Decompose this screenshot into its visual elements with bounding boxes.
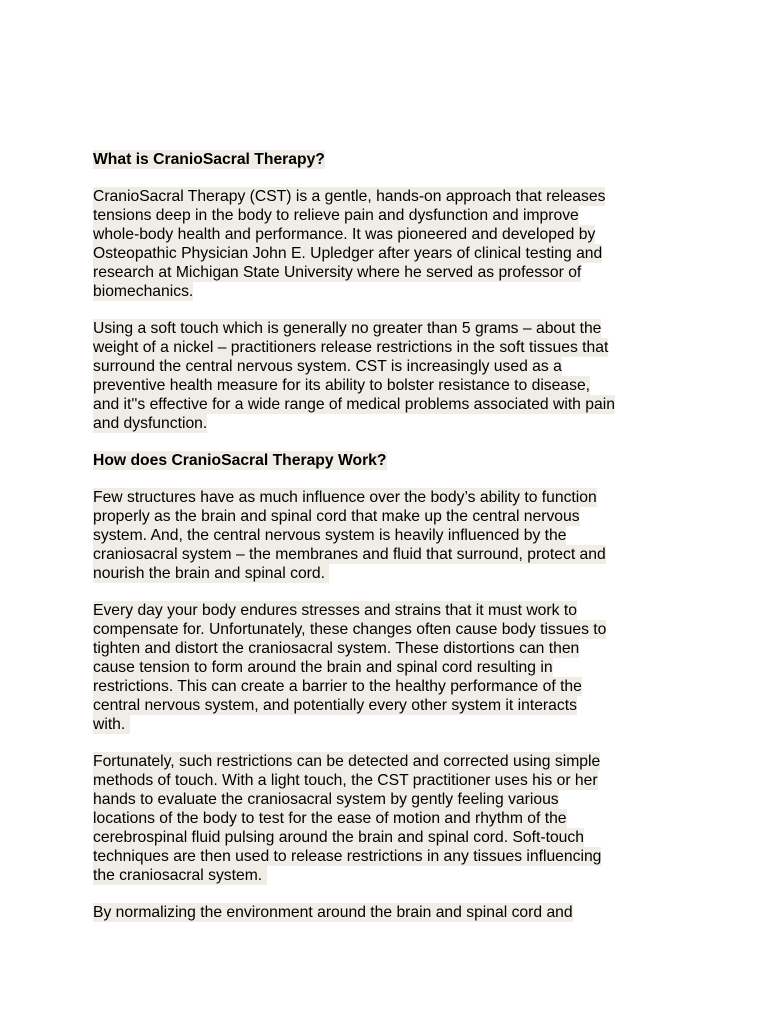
heading-what-is-cst: What is CranioSacral Therapy? <box>93 151 325 168</box>
paragraph-line: Fortunately, such restrictions can be detected and corrected using simple <box>93 753 601 770</box>
heading-how-cst-works: How does CranioSacral Therapy Work? <box>93 452 387 469</box>
paragraph-line: properly as the brain and spinal cord that make up the central nervous <box>93 508 580 525</box>
paragraph-line: tighten and distort the craniosacral system. These distortions can then <box>93 640 580 657</box>
paragraph-intro <box>93 187 693 301</box>
paragraph-line: tensions deep in the body to relieve pain and dysfunction and improve <box>93 207 579 224</box>
paragraph-line: with. <box>93 716 130 733</box>
paragraph-normalizing <box>93 903 693 922</box>
paragraph-line: cause tension to form around the brain and spinal cord resulting in <box>93 659 553 676</box>
paragraph-line: Few structures have as much influence over the body’s ability to function <box>93 489 597 506</box>
paragraph-line: nourish the brain and spinal cord. <box>93 565 330 582</box>
paragraph-line: central nervous system, and potentially every other system it interacts <box>93 697 577 714</box>
paragraph-gap <box>93 885 693 903</box>
paragraph-stresses <box>93 601 693 734</box>
paragraph-line: craniosacral system – the membranes and fluid that surround, protect and <box>93 546 606 563</box>
paragraph-gap <box>93 169 693 187</box>
paragraph-structures <box>93 488 693 583</box>
paragraph-gap <box>93 433 693 451</box>
paragraph-line: locations of the body to test for the ease of motion and rhythm of the <box>93 810 567 827</box>
paragraph-gap <box>93 583 693 601</box>
paragraph-line: cerebrospinal fluid pulsing around the brain and spinal cord. Soft-touch <box>93 829 584 846</box>
paragraph-line: hands to evaluate the craniosacral system by gently feeling various <box>93 791 559 808</box>
paragraph-soft-touch <box>93 319 693 433</box>
paragraph-line: techniques are then used to release restrictions in any tissues influencing <box>93 848 602 865</box>
paragraph-line: whole-body health and performance. It was pioneered and developed by <box>93 226 596 243</box>
paragraph-line: Osteopathic Physician John E. Upledger after years of clinical testing and <box>93 245 603 262</box>
paragraph-line: system. And, the central nervous system is heavily influenced by the <box>93 527 567 544</box>
paragraph-line: compensate for. Unfortunately, these changes often cause body tissues to <box>93 621 607 638</box>
paragraph-gap <box>93 301 693 319</box>
paragraph-line: research at Michigan State University where he served as professor of <box>93 264 582 281</box>
paragraph-line: CranioSacral Therapy (CST) is a gentle, hands-on approach that releases <box>93 188 606 205</box>
paragraph-restrictions <box>93 752 693 885</box>
paragraph-line: surround the central nervous system. CST is increasingly used as a <box>93 358 562 375</box>
paragraph-line: By normalizing the environment around the brain and spinal cord and <box>93 904 573 921</box>
paragraph-line: and it''s effective for a wide range of medical problems associated with pain <box>93 396 615 413</box>
paragraph-line: restrictions. This can create a barrier to the healthy performance of the <box>93 678 582 695</box>
document-page <box>93 150 693 922</box>
paragraph-line: the craniosacral system. <box>93 867 267 884</box>
paragraph-line: Using a soft touch which is generally no greater than 5 grams – about the <box>93 320 602 337</box>
paragraph-line: biomechanics. <box>93 283 194 300</box>
paragraph-line: methods of touch. With a light touch, the CST practitioner uses his or her <box>93 772 598 789</box>
paragraph-line: and dysfunction. <box>93 415 208 432</box>
paragraph-line: weight of a nickel – practitioners release restrictions in the soft tissues that <box>93 339 609 356</box>
paragraph-line: preventive health measure for its ability to bolster resistance to disease, <box>93 377 591 394</box>
paragraph-gap <box>93 470 693 488</box>
paragraph-gap <box>93 734 693 752</box>
paragraph-line: Every day your body endures stresses and strains that it must work to <box>93 602 577 619</box>
